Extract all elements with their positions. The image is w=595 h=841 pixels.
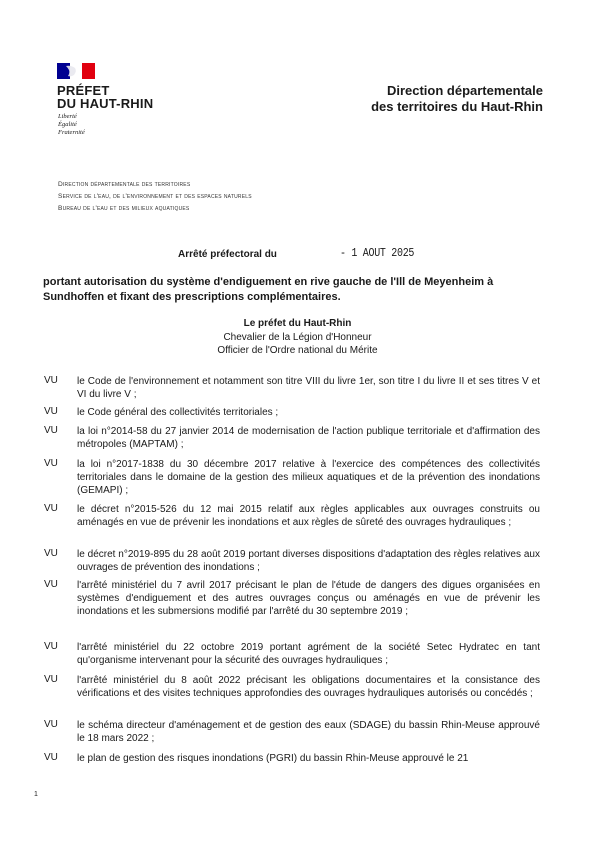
vu-label: VU [44,752,58,763]
department-title-line2: des territoires du Haut-Rhin [371,99,543,114]
vu-label: VU [44,425,58,436]
department-title-line1: Direction départementale [386,83,543,98]
republic-flag-logo [57,63,95,79]
vu-label: VU [44,641,58,652]
vu-label: VU [44,503,58,514]
vu-clause-code-environnement: le Code de l'environnement et notamment son titre VIII du livre 1er, son titre I du livre II et ses titres V et VI du livre V ; [77,376,540,400]
vu-clause-decret-2019: le décret n°2019-895 du 28 août 2019 portant diverses dispositions d'adaptation des règles relatives aux ouvrages de prévention des inondations ; [77,549,540,573]
date-stamp: - 1 AOUT 2025 [340,248,415,261]
motto-fraternite: Fraternité [58,129,85,136]
arrete-title: Arrêté préfectoral du [178,249,277,260]
vu-clause-maptam: la loi n°2014-58 du 27 janvier 2014 de modernisation de l'action publique territoriale et d'affirmation des métropoles (MAPTAM) ; [77,426,540,450]
vu-label: VU [44,579,58,590]
vu-label: VU [44,406,58,417]
prefet-title-honneur: Chevalier de la Légion d'Honneur [223,332,372,343]
service-hierarchy [58,179,252,215]
prefet-name: Le préfet du Haut-Rhin [243,318,352,329]
vu-label: VU [44,375,58,386]
prefet-title-merite: Officier de l'Ordre national du Mérite [217,345,378,356]
vu-clause-decret-2015: le décret n°2015-526 du 12 mai 2015 relatif aux règles applicables aux ouvrages construits ou aménagés en vue de prévenir les inondations et aux règles de sûreté des ouvrages hydrauliques ; [77,504,540,528]
vu-label: VU [44,674,58,685]
vu-clause-gemapi: la loi n°2017-1838 du 30 décembre 2017 relative à l'exercice des compétences des collectivités territoriales dans le domaine de la gestion des milieux aquatiques et de la prévention des inondations (GEMAPI) ; [77,459,540,496]
flag-blue-band [57,63,70,79]
vu-clause-sdage: le schéma directeur d'aménagement et de gestion des eaux (SDAGE) du bassin Rhin-Meuse approuvé le 18 mars 2022 ; [77,720,540,744]
service-line: Service de l'eau, de l'environnement et des espaces naturels [58,193,252,200]
flag-red-band [82,63,95,79]
motto-liberte: Liberté [58,113,77,120]
vu-label: VU [44,548,58,559]
prefecture-title-line2: DU HAUT-RHIN [57,96,154,111]
vu-clause-cgct: le Code général des collectivités territoriales ; [77,407,279,418]
vu-clause-arrete-setec: l'arrêté ministériel du 22 octobre 2019 portant agrément de la société Setec Hydratec en tant qu'organisme intervenant pour la sécurité des ouvrages hydrauliques ; [77,642,540,666]
motto-egalite: Égalité [58,121,77,128]
vu-label: VU [44,458,58,469]
vu-clause-pgri: le plan de gestion des risques inondations (PGRI) du bassin Rhin-Meuse approuvé le 21 [77,753,469,764]
arrete-subject: portant autorisation du système d'endiguement en rive gauche de l'Ill de Meyenheim à Sundhoffen et fixant des prescriptions complémentaires. [43,276,494,303]
vu-label: VU [44,719,58,730]
vu-clause-arrete-2022: l'arrêté ministériel du 8 août 2022 précisant les obligations documentaires et la consistance des vérifications et des visites techniques approfondies des ouvrages hydrauliques autorisés ou concédés ; [77,675,540,699]
vu-clause-arrete-2017: l'arrêté ministériel du 7 avril 2017 précisant le plan de l'étude de dangers des digues organisées en systèmes d'endiguement et des autres ouvrages conçus ou aménagés en vue de prévenir les inondations et les submersions modifié par l'arrêté du 30 septembre 2019 ; [77,580,540,617]
page-number: 1 [34,791,38,798]
prefecture-title-line1: PRÉFET [57,83,110,98]
service-line: Bureau de l'eau et des milieux aquatiques [58,205,190,212]
service-line: Direction départementale des territoires [58,181,191,188]
